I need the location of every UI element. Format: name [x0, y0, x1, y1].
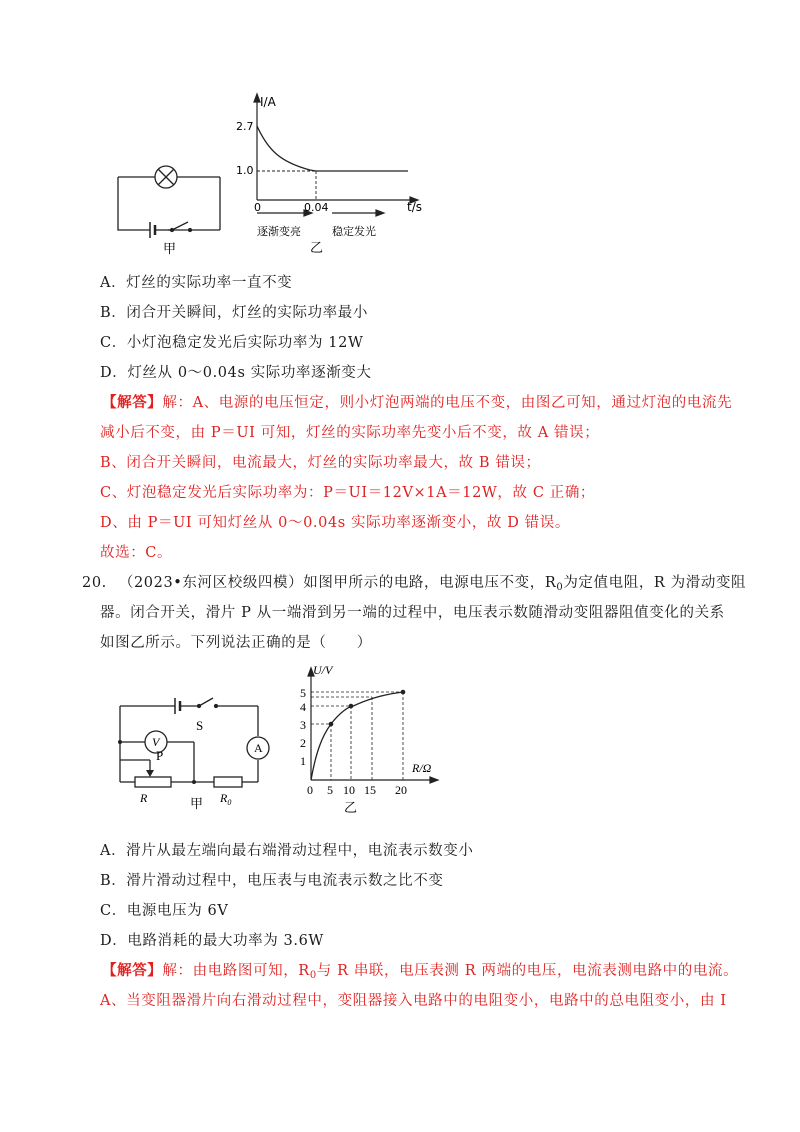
q19-answer-line-1	[102, 393, 732, 413]
current-time-graph	[254, 94, 418, 216]
graph-label-yi: 乙	[310, 241, 324, 256]
rheostat-icon	[135, 777, 171, 787]
q19-answer-line-6: 故选：C。	[100, 545, 173, 561]
q19-option-c: C．小灯泡稳定发光后实际功率为 12W	[100, 335, 364, 351]
q20-option-a: A．滑片从最左端向最右端滑动过程中，电流表示数变小	[100, 843, 474, 859]
answer-tag: 【解答】	[102, 394, 163, 411]
q20-answer-line-2: A、当变阻器滑片向右滑动过程中，变阻器接入电路中的电阻变小，电路中的总电阻变小，由 I	[100, 993, 727, 1009]
q19-answer-line-3: B、闭合开关瞬间，电流最大，灯丝的实际功率最大，故 B 错误；	[100, 455, 541, 471]
q19-option-a: A．灯丝的实际功率一直不变	[100, 275, 293, 291]
figure-1	[110, 90, 430, 260]
y-tick-5: 5	[300, 686, 306, 700]
q20-answer-line-1: 【解答】解：由电路图可知，$R_0$与 R 串联，电压表测 R 两端的电压，电流表测电路中的电流。	[102, 962, 739, 981]
q20-stem-line-3: 如图乙所示。下列说法正确的是（ ）	[100, 635, 372, 651]
x-tick-0: 0	[254, 201, 261, 214]
q20-option-b: B．滑片滑动过程中，电压表与电流表示数之比不变	[100, 873, 444, 889]
q20-source: （2023•东河区校级四模）	[118, 575, 304, 591]
graph-label-yi-2: 乙	[344, 800, 358, 815]
x-tick-15: 15	[364, 783, 376, 797]
current-curve	[257, 126, 408, 171]
y-tick-1: 1	[300, 754, 306, 768]
q20-stem-line-2: 器。闭合开关，滑片 P 从一端滑到另一端的过程中，电压表示数随滑动变阻器阻值变化的关系	[100, 605, 725, 621]
arrow-label-steady: 稳定发光	[332, 225, 376, 238]
rheostat-circuit-diagram	[120, 698, 269, 787]
x-axis-label-ts: t/s	[407, 200, 422, 214]
q19-option-b: B．闭合开关瞬间，灯丝的实际功率最小	[100, 305, 368, 321]
q19-answer-line-4: C、灯泡稳定发光后实际功率为：P＝UI＝12V×1A＝12W，故 C 正确；	[100, 485, 596, 501]
circuit-label-jia-2: 甲	[190, 796, 204, 811]
switch-label: S	[196, 718, 204, 733]
y-axis-label-ia: I/A	[260, 95, 276, 109]
y-tick-2: 2	[300, 736, 306, 750]
ammeter-label: A	[254, 741, 263, 755]
y-tick-2-7: 2.7	[236, 120, 254, 133]
x-tick-10: 10	[343, 783, 355, 797]
lamp-circuit-diagram	[118, 166, 220, 238]
q20-option-d: D．电路消耗的最大功率为 3.6W	[100, 933, 324, 949]
q20-stem-line-1: 20. （2023•东河区校级四模）如图甲所示的电路，电源电压不变，$R_0$为定值电阻，R 为滑动变阻	[82, 575, 747, 593]
x-tick-20: 20	[395, 783, 407, 797]
q19-option-d: D．灯丝从 0～0.04s 实际功率逐渐变大	[100, 365, 372, 381]
y-axis-label-uv: U/V	[313, 663, 333, 677]
x-tick-0-b: 0	[307, 783, 313, 797]
rheostat-label: R	[140, 791, 148, 805]
arrow-label-brightening: 逐渐变亮	[257, 225, 301, 238]
q19-answer-text-1: 解：A、电源的电压恒定，则小灯泡两端的电压不变，由图乙可知，通过灯泡的电流先	[162, 395, 733, 411]
y-tick-3: 3	[300, 718, 306, 732]
q19-answer-line-2: 减小后不变，由 P＝UI 可知，灯丝的实际功率先变小后不变，故 A 错误；	[100, 425, 600, 441]
voltage-curve	[311, 692, 403, 780]
y-tick-1-0: 1.0	[236, 164, 254, 177]
q19-answer-line-5: D、由 P＝UI 可知灯丝从 0～0.04s 实际功率逐渐变小，故 D 错误。	[100, 515, 570, 531]
resistor-icon	[214, 777, 242, 787]
figure-2	[110, 660, 450, 830]
q20-number: 20.	[82, 575, 107, 591]
x-axis-label-r: R/Ω	[412, 761, 432, 775]
x-tick-5: 5	[327, 783, 333, 797]
x-tick-0-04: 0.04	[304, 201, 329, 214]
slider-label: P	[156, 748, 164, 763]
y-tick-4: 4	[300, 700, 306, 714]
q20-option-c: C．电源电压为 6V	[100, 903, 229, 919]
answer-tag-2: 【解答】	[102, 962, 163, 979]
voltmeter-label: V	[152, 735, 160, 749]
circuit-label-jia: 甲	[163, 242, 177, 257]
resistor-label: $R_0$	[220, 791, 232, 807]
